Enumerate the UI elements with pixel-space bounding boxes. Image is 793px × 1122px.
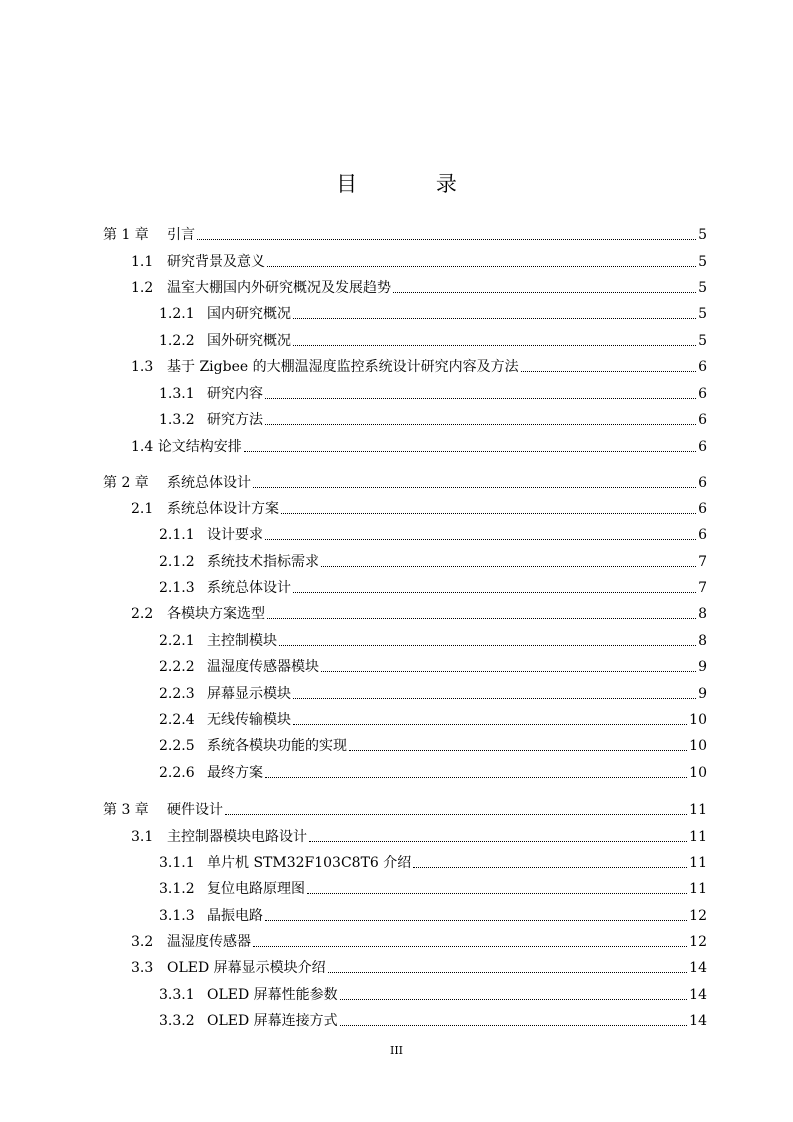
toc-entry-page: 11 (689, 881, 707, 897)
toc-entry-number: 3.1 (131, 829, 154, 845)
toc-leader-dots (267, 265, 696, 267)
toc-leader-dots (225, 813, 687, 815)
toc-entry-title: 屏幕显示模块 (207, 686, 291, 702)
toc-entry[interactable] (131, 828, 707, 846)
toc-entry-number: 3.3.2 (159, 1013, 195, 1029)
toc-entry-title: 系统总体设计方案 (167, 501, 279, 517)
toc-leader-dots (349, 749, 687, 751)
toc-entry-number: 3.2 (131, 934, 154, 950)
toc-leader-dots (321, 670, 696, 672)
toc-entry-page: 5 (698, 280, 707, 296)
toc-entry[interactable] (131, 279, 707, 297)
toc-entry-title: 最终方案 (207, 765, 263, 781)
toc-entry-number: 3.1.1 (159, 855, 195, 871)
toc-entry-number: 1.2.1 (159, 306, 195, 322)
toc-entry-title: 温湿度传感器 (167, 934, 251, 950)
toc-leader-dots (340, 1024, 688, 1026)
toc-entry[interactable] (131, 358, 707, 376)
toc-leader-dots (293, 723, 687, 725)
toc-entry-number: 2.2.4 (159, 712, 195, 728)
toc-entry-title: 系统总体设计 (167, 475, 251, 491)
toc-leader-dots (265, 538, 696, 540)
toc-entry[interactable] (159, 579, 707, 597)
toc-entry-number: 3.1.3 (159, 908, 195, 924)
toc-entry[interactable] (159, 632, 707, 650)
toc-entry-page: 7 (698, 580, 707, 596)
toc-entry[interactable] (131, 500, 707, 518)
toc-entry-page: 7 (698, 554, 707, 570)
toc-entry-page: 14 (689, 1013, 707, 1029)
toc-leader-dots (413, 866, 687, 868)
toc-entry[interactable] (103, 474, 707, 492)
toc-leader-dots (265, 397, 696, 399)
toc-entry-title: 系统各模块功能的实现 (207, 738, 347, 754)
toc-entry-number: 第 3 章 (103, 802, 149, 818)
toc-entry-page: 14 (689, 960, 707, 976)
toc-entry-page: 6 (698, 501, 707, 517)
toc-entry-title: OLED 屏幕连接方式 (207, 1013, 338, 1029)
toc-entry-page: 10 (689, 765, 707, 781)
toc-entry-page: 6 (698, 439, 707, 455)
toc-entry-title: 系统技术指标需求 (207, 554, 319, 570)
toc-entry-title: 系统总体设计 (207, 580, 291, 596)
toc-leader-dots (265, 776, 687, 778)
toc-leader-dots (293, 591, 696, 593)
toc-entry[interactable] (159, 737, 707, 755)
toc-entry-title: 主控制模块 (207, 633, 277, 649)
toc-entry-page: 11 (689, 855, 707, 871)
toc-entry[interactable] (159, 986, 707, 1004)
toc-entry-title: OLED 屏幕性能参数 (207, 987, 338, 1003)
toc-entry[interactable] (103, 226, 707, 244)
toc-entry-number: 2.2.2 (159, 659, 195, 675)
toc-entry-title: OLED 屏幕显示模块介绍 (167, 960, 326, 976)
toc-entry-title: 无线传输模块 (207, 712, 291, 728)
toc-entry-number: 2.2.5 (159, 738, 195, 754)
toc-entry-page: 10 (689, 712, 707, 728)
toc-entry-number: 1.3.1 (159, 386, 195, 402)
toc-entry-title: 引言 (167, 227, 195, 243)
toc-entry-number: 2.2.6 (159, 765, 195, 781)
toc-leader-dots (244, 450, 696, 452)
toc-entry-page: 12 (689, 908, 707, 924)
toc-entry-page: 8 (698, 633, 707, 649)
toc-leader-dots (281, 512, 696, 514)
toc-entry-page: 8 (698, 606, 707, 622)
page-number-footer: III (389, 1044, 404, 1057)
toc-entry-page: 9 (698, 659, 707, 675)
toc-entry-title: 温室大棚国内外研究概况及发展趋势 (167, 280, 391, 296)
toc-entry-number: 1.2 (131, 280, 154, 296)
toc-leader-dots (293, 317, 696, 319)
toc-leader-dots (321, 565, 696, 567)
toc-entry-number: 2.1.2 (159, 554, 195, 570)
toc-entry-page: 6 (698, 359, 707, 375)
toc-leader-dots (265, 919, 687, 921)
toc-entry[interactable] (159, 553, 707, 571)
toc-leader-dots (328, 971, 688, 973)
toc-entry-page: 5 (698, 306, 707, 322)
toc-entry-title: 研究背景及意义 (167, 254, 265, 270)
toc-entry-number: 1.3.2 (159, 412, 195, 428)
toc-entry-title: 各模块方案选型 (167, 606, 265, 622)
toc-entry-page: 6 (698, 386, 707, 402)
toc-entry[interactable] (159, 385, 707, 403)
toc-entry-number: 2.1.1 (159, 527, 195, 543)
toc-entry-title: 国外研究概况 (207, 333, 291, 349)
toc-entry-title: 复位电路原理图 (207, 881, 305, 897)
toc-entry[interactable] (159, 880, 707, 898)
toc-leader-dots (279, 644, 696, 646)
toc-entry-title: 晶振电路 (207, 908, 263, 924)
toc-entry-number: 3.3.1 (159, 987, 195, 1003)
toc-leader-dots (340, 998, 688, 1000)
toc-entry-number: 2.2 (131, 606, 154, 622)
toc-entry[interactable] (159, 658, 707, 676)
toc-leader-dots (521, 370, 696, 372)
toc-entry[interactable] (159, 411, 707, 429)
toc-entry-page: 6 (698, 412, 707, 428)
toc-leader-dots (197, 238, 696, 240)
toc-entry-title: 设计要求 (207, 527, 263, 543)
toc-entry-page: 11 (689, 829, 707, 845)
toc-entry-title: 研究方法 (207, 412, 263, 428)
toc-entry[interactable] (131, 605, 707, 623)
toc-entry[interactable] (159, 854, 707, 872)
toc-entry[interactable] (159, 305, 707, 323)
toc-entry[interactable] (131, 959, 707, 977)
toc-entry-page: 9 (698, 686, 707, 702)
toc-leader-dots (267, 617, 696, 619)
toc-entry[interactable] (159, 685, 707, 703)
toc-entry-page: 11 (689, 802, 707, 818)
toc-entry-number: 第 1 章 (103, 227, 149, 243)
toc-entry-number: 1.3 (131, 359, 154, 375)
toc-entry-title: 主控制器模块电路设计 (167, 829, 307, 845)
toc-entry[interactable] (159, 332, 707, 350)
toc-entry-page: 14 (689, 987, 707, 1003)
toc-entry[interactable] (159, 711, 707, 729)
toc-entry[interactable] (159, 907, 707, 925)
toc-entry-number: 第 2 章 (103, 475, 149, 491)
toc-entry-page: 12 (689, 934, 707, 950)
toc-leader-dots (253, 486, 696, 488)
toc-entry-number: 2.1.3 (159, 580, 195, 596)
toc-leader-dots (253, 945, 687, 947)
toc-entry[interactable] (131, 438, 707, 456)
toc-entry-page: 6 (698, 527, 707, 543)
toc-leader-dots (265, 423, 696, 425)
toc-entry[interactable] (159, 1012, 707, 1030)
toc-leader-dots (393, 291, 696, 293)
toc-entry-number: 1.1 (131, 254, 154, 270)
toc-entry-number: 2.2.1 (159, 633, 195, 649)
toc-entry-title: 基于 Zigbee 的大棚温湿度监控系统设计研究内容及方法 (167, 359, 519, 375)
toc-entry-page: 5 (698, 254, 707, 270)
toc-entry-title: 国内研究概况 (207, 306, 291, 322)
toc-entry-title: 硬件设计 (167, 802, 223, 818)
toc-entry-title: 单片机 STM32F103C8T6 介绍 (207, 855, 412, 871)
toc-entry[interactable] (131, 933, 707, 951)
toc-entry-page: 5 (698, 227, 707, 243)
toc-entry[interactable] (159, 764, 707, 782)
toc-entry-title: 研究内容 (207, 386, 263, 402)
toc-entry-number: 2.2.3 (159, 686, 195, 702)
toc-leader-dots (293, 697, 696, 699)
toc-entry[interactable] (159, 526, 707, 544)
toc-leader-dots (307, 892, 687, 894)
toc-entry-number: 3.3 (131, 960, 154, 976)
toc-entry-number: 3.1.2 (159, 881, 195, 897)
toc-entry[interactable] (103, 801, 707, 819)
toc-entry-page: 5 (698, 333, 707, 349)
toc-entry-number: 1.2.2 (159, 333, 195, 349)
toc-entry-title: 1.4 论文结构安排 (131, 439, 242, 455)
toc-entry-number: 2.1 (131, 501, 154, 517)
toc-entry-page: 6 (698, 475, 707, 491)
toc-entry-page: 10 (689, 738, 707, 754)
toc-title: 目 录 (336, 172, 493, 196)
toc-leader-dots (309, 840, 687, 842)
toc-leader-dots (293, 344, 696, 346)
toc-entry[interactable] (131, 253, 707, 271)
toc-entry-title: 温湿度传感器模块 (207, 659, 319, 675)
